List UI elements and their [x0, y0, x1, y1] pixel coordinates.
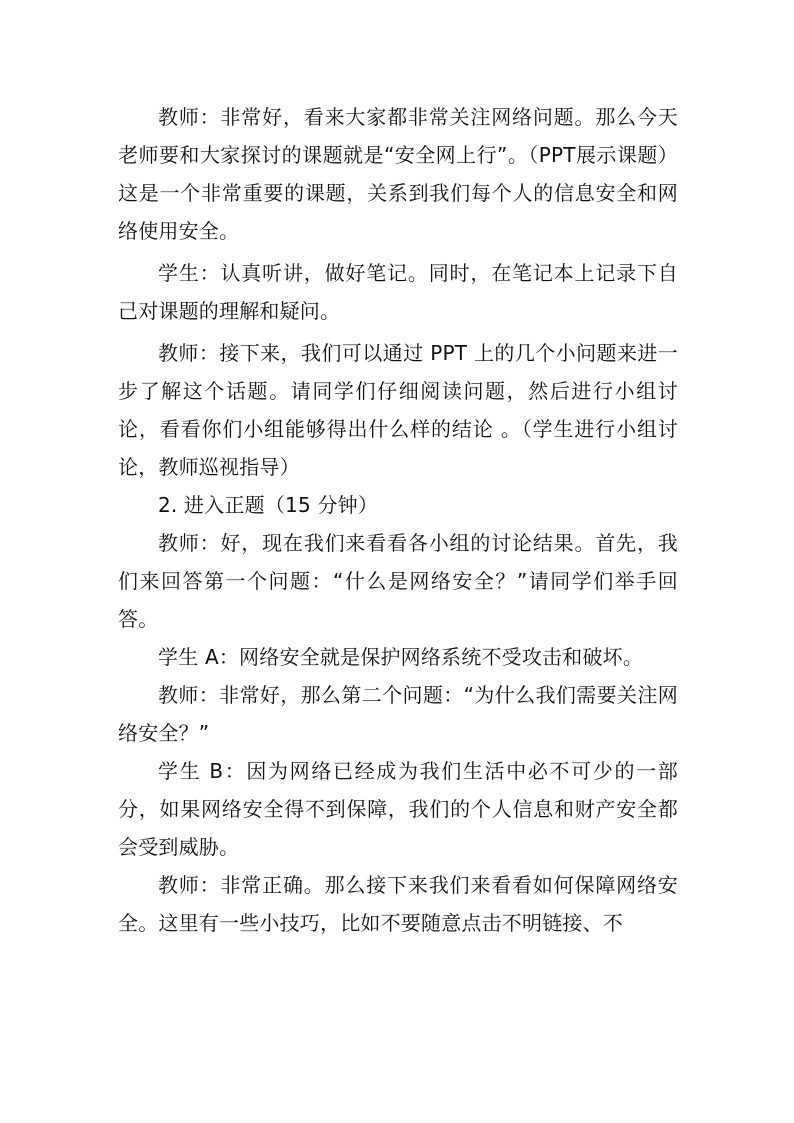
paragraph-teacher-tips: 教师：非常正确。那么接下来我们来看看如何保障网络安全。这里有一些小技巧，比如不要随意点击不明链接、不 — [118, 873, 678, 935]
paragraph-teacher-first-question: 教师：好，现在我们来看看各小组的讨论结果。首先，我们来回答第一个问题：“什么是网络安全？”请同学们举手回答。 — [118, 531, 678, 631]
paragraph-student-a-answer: 学生 A：网络安全就是保护网络系统不受攻击和破坏。 — [158, 645, 644, 669]
paragraph-teacher-second-question: 教师：非常好，那么第二个问题：“为什么我们需要关注网络安全？” — [118, 683, 678, 745]
section-heading-main-topic: 2. 进入正题（15 分钟） — [158, 493, 379, 517]
paragraph-student-b-answer: 学生 B：因为网络已经成为我们生活中必不可少的一部分，如果网络安全得不到保障，我们的个人信息和财产安全都会受到威胁。 — [118, 759, 678, 859]
paragraph-student-notes: 学生：认真听讲，做好笔记。同时，在笔记本上记录下自己对课题的理解和疑问。 — [118, 261, 678, 323]
paragraph-teacher-intro: 教师：非常好，看来大家都非常关注网络问题。那么今天老师要和大家探讨的课题就是“安全网上行”。（PPT展示课题）这是一个非常重要的课题，关系到我们每个人的信息安全和网络使用安全。 — [118, 105, 678, 243]
document-body — [118, 98, 678, 942]
paragraph-teacher-ppt-questions: 教师：接下来，我们可以通过 PPT 上的几个小问题来进一步了解这个话题。请同学们仔细阅读问题，然后进行小组讨论，看看你们小组能够得出什么样的结论 。（学生进行小组讨论，教师巡视指导） — [118, 341, 678, 479]
